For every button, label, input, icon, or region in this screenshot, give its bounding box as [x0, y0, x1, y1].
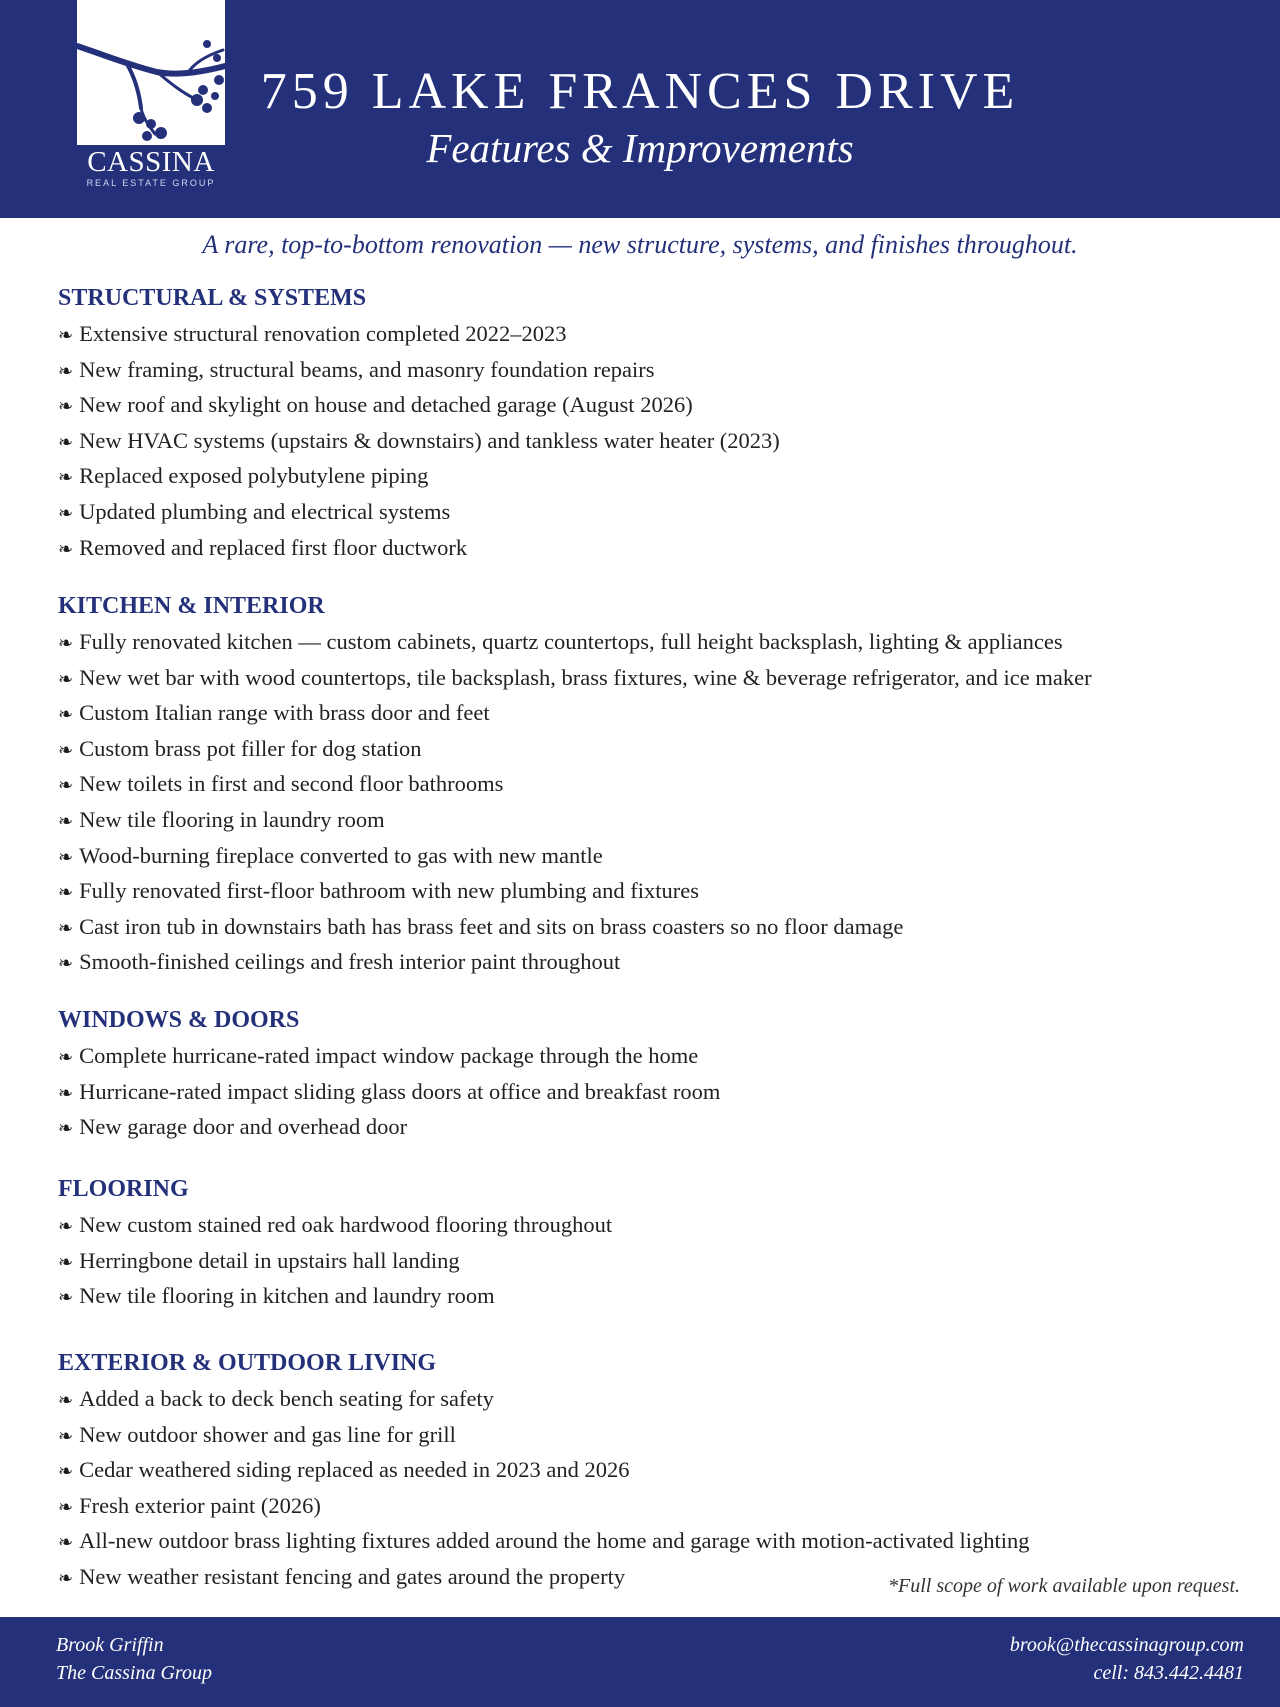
leaf-bullet-icon: ❧ [58, 1390, 74, 1410]
leaf-bullet-icon: ❧ [58, 1047, 74, 1067]
footer-banner [0, 1617, 1280, 1707]
leaf-bullet-icon: ❧ [58, 633, 74, 653]
leaf-bullet-icon: ❧ [58, 917, 74, 938]
agent-name: Brook Griffin [56, 1634, 164, 1656]
agent-company: The Cassina Group [56, 1662, 212, 1684]
cassina-logo [77, 0, 225, 195]
leaf-bullet-icon: ❧ [58, 396, 74, 417]
list-item: ❧ Hurricane-rated impact sliding glass doors at office and breakfast room [58, 1078, 721, 1104]
list-item: ❧ New framing, structural beams, and masonry foundation repairs [58, 356, 655, 382]
leaf-bullet-icon: ❧ [58, 739, 74, 760]
list-item: ❧ New tile flooring in laundry room [58, 806, 385, 832]
leaf-bullet-icon: ❧ [58, 882, 74, 903]
list-item: ❧ New wet bar with wood countertops, tile backsplash, brass fixtures, wine & beverage refrigerator, and ice maker [58, 664, 1092, 690]
list-item: ❧ Replaced exposed polybutylene piping [58, 463, 429, 489]
leaf-bullet-icon: ❧ [58, 953, 74, 974]
list-item: ❧ Fully renovated first-floor bathroom with new plumbing and fixtures [58, 878, 699, 904]
section-structural [58, 280, 1258, 565]
leaf-bullet-icon: ❧ [58, 467, 74, 488]
property-address: 759 LAKE FRANCES DRIVE [260, 63, 1020, 120]
list-item: ❧ New HVAC systems (upstairs & downstairs) and tankless water heater (2023) [58, 427, 780, 453]
leaf-bullet-icon: ❧ [58, 1082, 74, 1103]
leaf-bullet-icon: ❧ [58, 668, 74, 689]
list-item: ❧ Custom brass pot filler for dog station [58, 735, 422, 761]
section-kitchen-interior [58, 588, 1258, 980]
logo-subtext: REAL ESTATE GROUP [86, 178, 216, 188]
leaf-bullet-icon: ❧ [58, 775, 74, 796]
leaf-bullet-icon: ❧ [58, 1216, 74, 1236]
list-item: ❧ Extensive structural renovation completed 2022–2023 [58, 321, 567, 346]
section-exterior-outdoor [58, 1345, 1258, 1595]
list-item: ❧ New tile flooring in kitchen and laundry room [58, 1283, 495, 1309]
header-banner [0, 0, 1280, 218]
leaf-bullet-icon: ❧ [58, 1461, 74, 1482]
leaf-bullet-icon: ❧ [58, 538, 74, 559]
section-windows-doors [58, 1002, 1258, 1145]
list-item: ❧ Updated plumbing and electrical systems [58, 498, 451, 524]
leaf-bullet-icon: ❧ [58, 704, 74, 725]
list-item: ❧ Added a back to deck bench seating for safety [58, 1386, 494, 1411]
leaf-bullet-icon: ❧ [58, 1567, 74, 1588]
tagline: A rare, top-to-bottom renovation — new structure, systems, and finishes throughout. [202, 230, 1078, 259]
section-title: STRUCTURAL & SYSTEMS [58, 285, 367, 311]
agent-phone[interactable]: cell: 843.442.4481 [1093, 1662, 1244, 1684]
leaf-bullet-icon: ❧ [58, 1287, 74, 1308]
list-item: ❧ Complete hurricane-rated impact window package through the home [58, 1043, 699, 1068]
section-title: WINDOWS & DOORS [58, 1007, 300, 1033]
list-item: ❧ Fresh exterior paint (2026) [58, 1492, 321, 1518]
leaf-bullet-icon: ❧ [58, 846, 74, 867]
leaf-bullet-icon: ❧ [58, 502, 74, 523]
agent-info [56, 1631, 212, 1687]
list-item: ❧ Wood-burning fireplace converted to gas with new mantle [58, 842, 603, 868]
list-item: ❧ New roof and skylight on house and detached garage (August 2026) [58, 392, 693, 418]
logo-wordmark: CASSINA [87, 146, 215, 178]
list-item: ❧ New outdoor shower and gas line for grill [58, 1421, 456, 1447]
list-item: ❧ Smooth-finished ceilings and fresh interior paint throughout [58, 949, 621, 975]
list-item: ❧ Removed and replaced first floor ductwork [58, 534, 468, 560]
section-title: EXTERIOR & OUTDOOR LIVING [58, 1350, 437, 1376]
list-item: ❧ Fully renovated kitchen — custom cabinets, quartz countertops, full height backsplash, lighting & appliances [58, 629, 1063, 654]
leaf-bullet-icon: ❧ [58, 325, 74, 345]
list-item: ❧ All-new outdoor brass lighting fixtures added around the home and garage with motion-activated lighting [58, 1528, 1030, 1554]
agent-email-link[interactable]: brook@thecassinagroup.com [1009, 1634, 1244, 1656]
list-item: ❧ Cast iron tub in downstairs bath has brass feet and sits on brass coasters so no floor damage [58, 913, 904, 939]
leaf-bullet-icon: ❧ [58, 1118, 74, 1139]
leaf-bullet-icon: ❧ [58, 1532, 74, 1553]
scope-note: *Full scope of work available upon request. [888, 1575, 1240, 1597]
list-item: ❧ New garage door and overhead door [58, 1114, 408, 1140]
page-subtitle: Features & Improvements [426, 125, 854, 171]
list-item: ❧ New toilets in first and second floor bathrooms [58, 771, 504, 797]
section-title: KITCHEN & INTERIOR [58, 593, 325, 619]
leaf-bullet-icon: ❧ [58, 431, 74, 452]
list-item: ❧ Custom Italian range with brass door and feet [58, 700, 490, 726]
leaf-bullet-icon: ❧ [58, 360, 74, 381]
leaf-bullet-icon: ❧ [58, 1425, 74, 1446]
branch-berries-icon [77, 0, 225, 145]
leaf-bullet-icon: ❧ [58, 1251, 74, 1272]
leaf-bullet-icon: ❧ [58, 1496, 74, 1517]
list-item: ❧ Herringbone detail in upstairs hall landing [58, 1247, 460, 1273]
list-item: ❧ New custom stained red oak hardwood flooring throughout [58, 1212, 613, 1237]
list-item: ❧ Cedar weathered siding replaced as needed in 2023 and 2026 [58, 1457, 630, 1483]
leaf-bullet-icon: ❧ [58, 810, 74, 831]
contact-info [1010, 1631, 1244, 1687]
section-title: FLOORING [58, 1176, 189, 1202]
list-item: ❧ New weather resistant fencing and gates around the property [58, 1563, 626, 1589]
section-flooring [58, 1171, 1258, 1314]
